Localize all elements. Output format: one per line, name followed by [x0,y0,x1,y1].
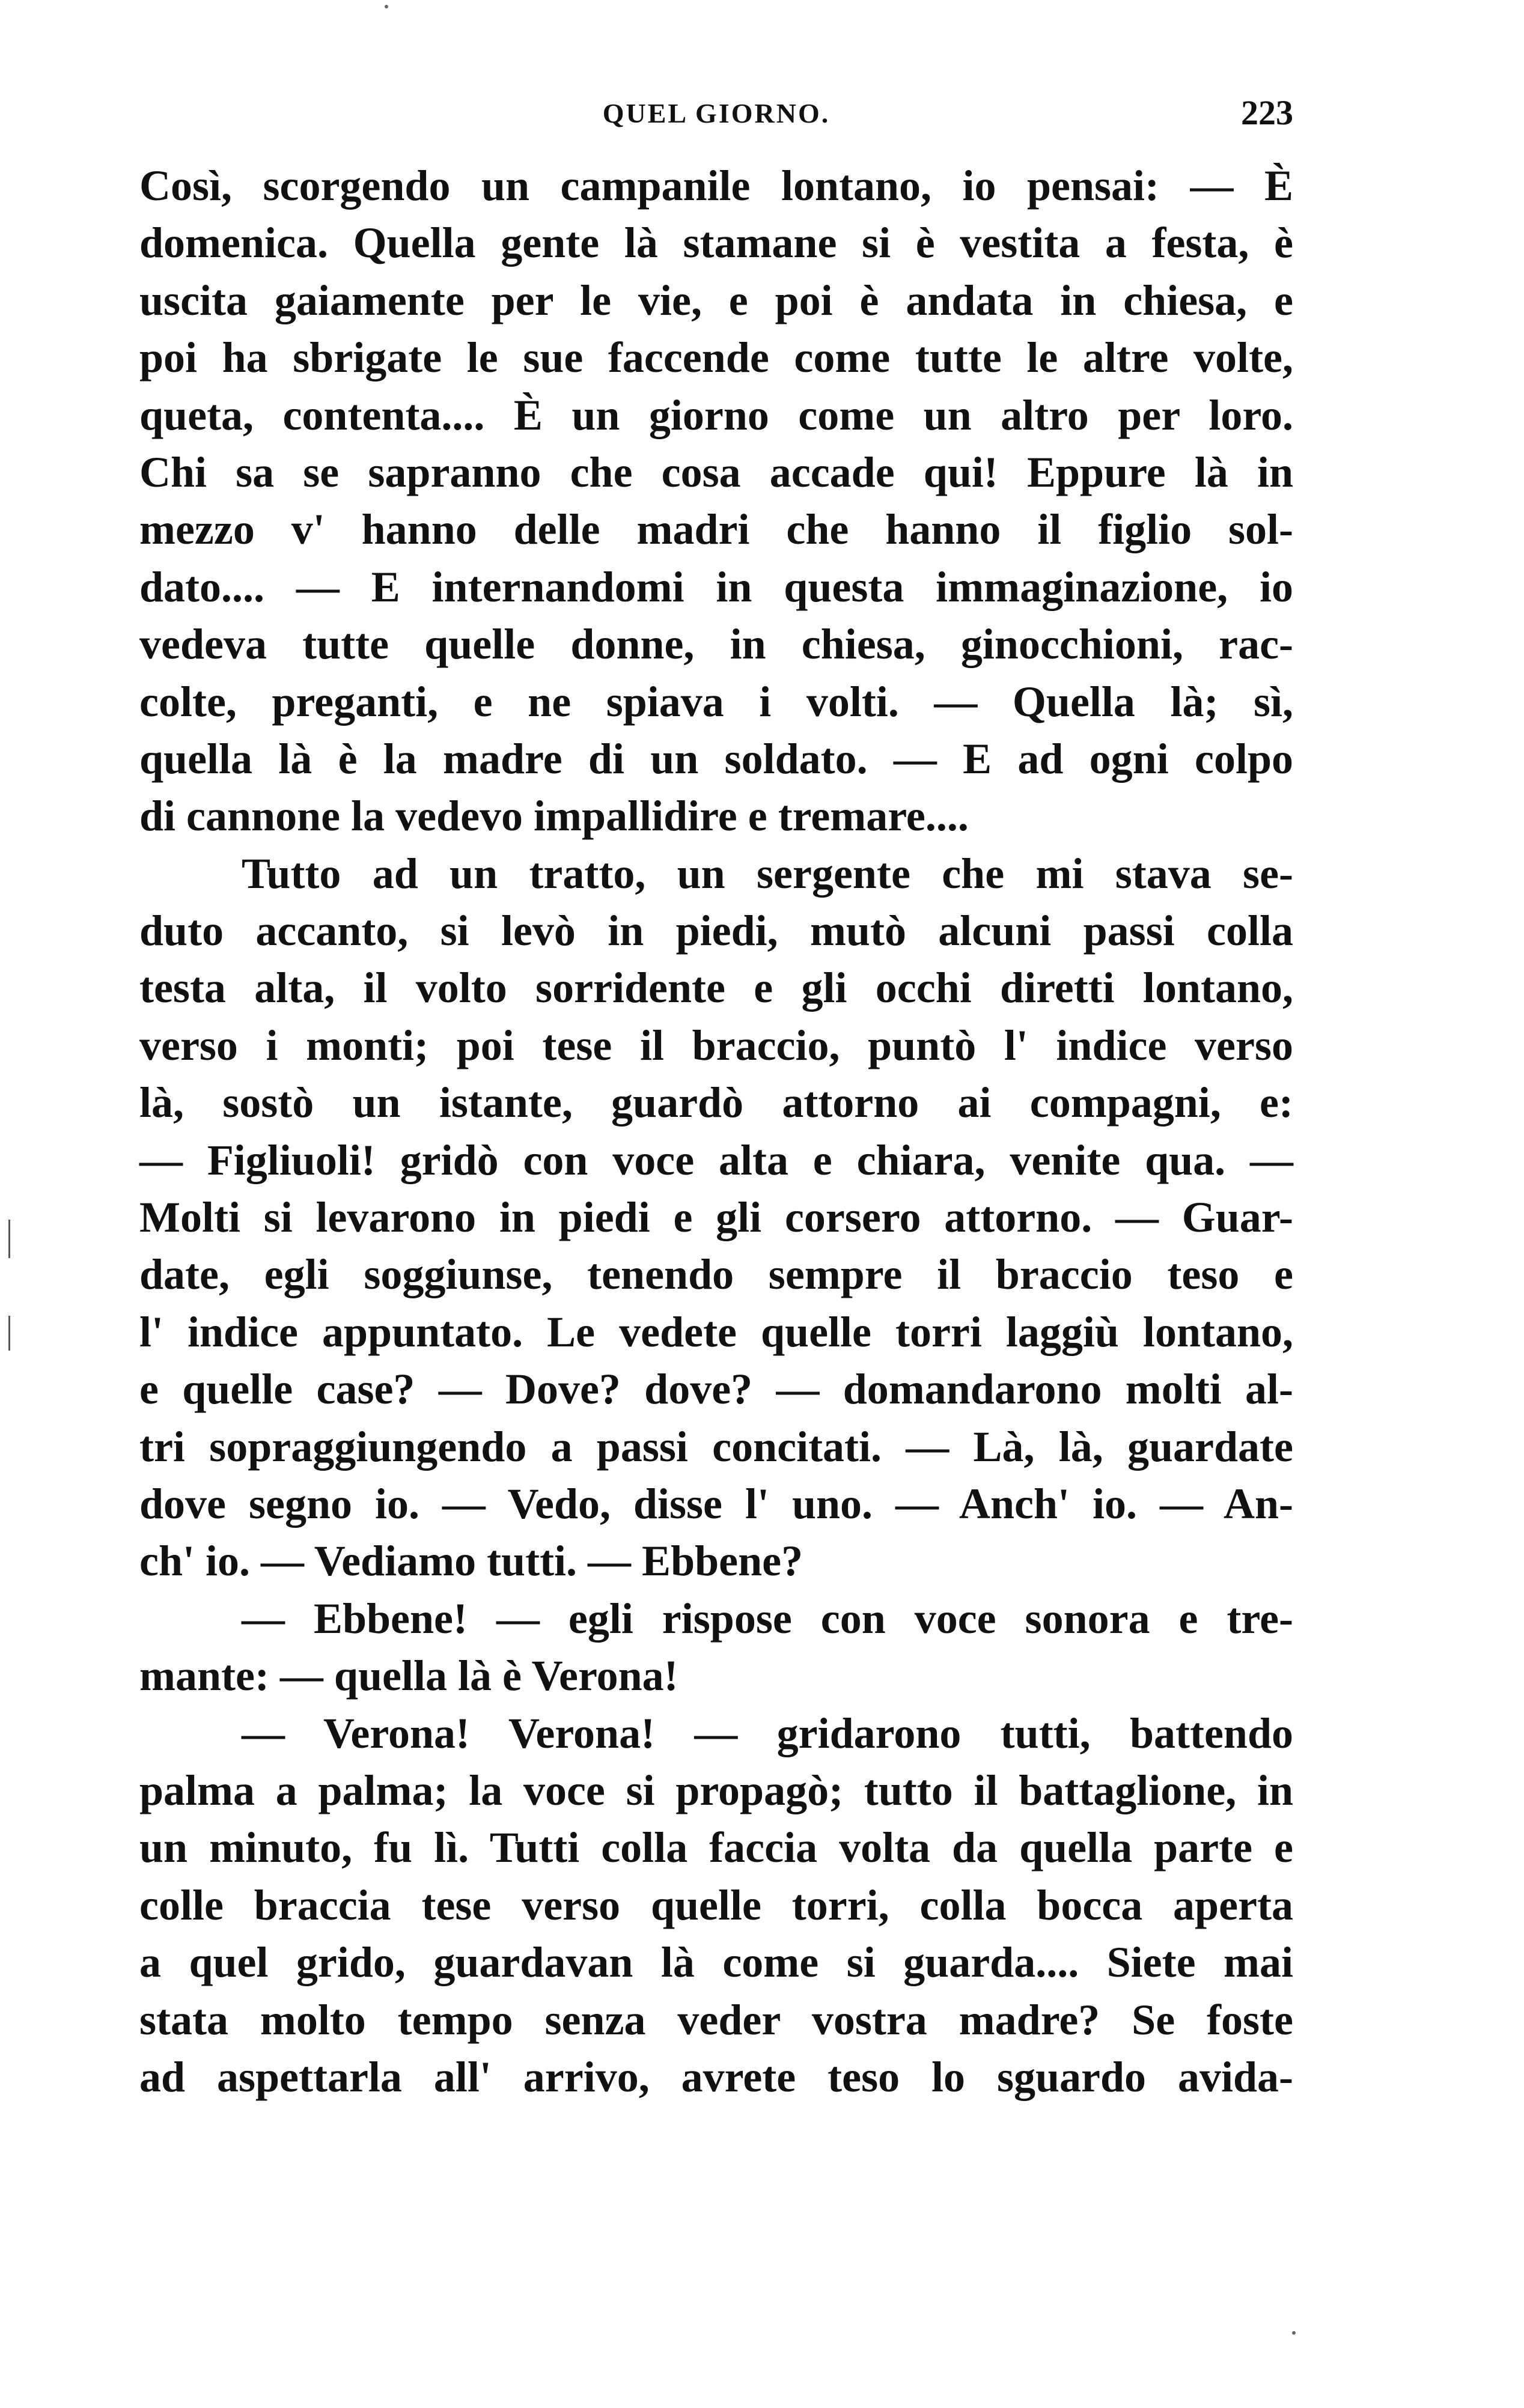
text-line: mante: — quella là è Verona! [139,1652,678,1700]
text-line: poi ha sbrigate le sue faccende come tutte le altre volte, [139,333,1293,382]
text-line: palma a palma; la voce si propagò; tutto il battaglione, in [139,1766,1293,1814]
text-line: vedeva tutte quelle donne, in chiesa, ginocchioni, rac- [139,620,1293,669]
text-line: Molti si levarono in piedi e gli corsero attorno. — Guar- [139,1193,1293,1242]
text-line: testa alta, il volto sorridente e gli occhi diretti lontano, [139,964,1293,1012]
text-line: duto accanto, si levò in piedi, mutò alcuni passi colla [139,907,1293,955]
text-line: stata molto tempo senza veder vostra madre? Se foste [139,1995,1293,2044]
scan-mark [8,1220,10,1258]
text-line: uscita gaiamente per le vie, e poi è andata in chiesa, e [139,276,1293,324]
scan-mark [8,1316,10,1351]
scan-speck [385,5,388,8]
text-line: Tutto ad un tratto, un sergente che mi stava se- [242,849,1293,898]
body-text [139,157,1293,2106]
text-line: mezzo v' hanno delle madri che hanno il figlio sol- [139,505,1293,554]
text-line: di cannone la vedevo impallidire e tremare.... [139,792,969,841]
text-line: tri sopraggiungendo a passi concitati. — Là, là, guardate [139,1422,1293,1471]
text-line: Chi sa se sapranno che cosa accade qui! Eppure là in [139,448,1293,496]
text-line: là, sostò un istante, guardò attorno ai compagni, e: [139,1078,1293,1127]
text-line: dove segno io. — Vedo, disse l' uno. — Anch' io. — An- [139,1479,1293,1528]
scan-speck [1292,2331,1296,2335]
text-line: — Ebbene! — egli rispose con voce sonora e tre- [242,1594,1293,1643]
text-line: un minuto, fu lì. Tutti colla faccia volta da quella parte e [139,1823,1293,1872]
text-line: e quelle case? — Dove? dove? — domandarono molti al- [139,1365,1293,1414]
text-line: dato.... — E internandomi in questa immaginazione, io [139,562,1293,611]
text-line: date, egli soggiunse, tenendo sempre il braccio teso e [139,1250,1293,1299]
running-title: QUEL GIORNO. [602,98,831,129]
text-line: queta, contenta.... È un giorno come un altro per loro. [139,391,1293,439]
text-line: a quel grido, guardavan là come si guarda.... Siete mai [139,1938,1293,1987]
text-line: — Figliuoli! gridò con voce alta e chiara, venite qua. — [139,1136,1293,1184]
running-head [139,90,1293,138]
text-line: ch' io. — Vediamo tutti. — Ebbene? [139,1537,803,1586]
page-number: 223 [1241,93,1293,132]
text-line: l' indice appuntato. Le vedete quelle torri laggiù lontano, [139,1307,1293,1356]
text-line: — Verona! Verona! — gridarono tutti, battendo [242,1709,1293,1757]
text-line: colte, preganti, e ne spiava i volti. — Quella là; sì, [139,677,1293,726]
text-line: ad aspettarla all' arrivo, avrete teso lo sguardo avida- [139,2052,1293,2101]
text-line: quella là è la madre di un soldato. — E ad ogni colpo [139,734,1293,783]
text-line: Così, scorgendo un campanile lontano, io pensai: — È [139,162,1293,210]
text-line: verso i monti; poi tese il braccio, puntò l' indice verso [139,1021,1293,1069]
text-line: colle braccia tese verso quelle torri, colla bocca aperta [139,1880,1293,1929]
text-line: domenica. Quella gente là stamane si è vestita a festa, è [139,219,1293,267]
